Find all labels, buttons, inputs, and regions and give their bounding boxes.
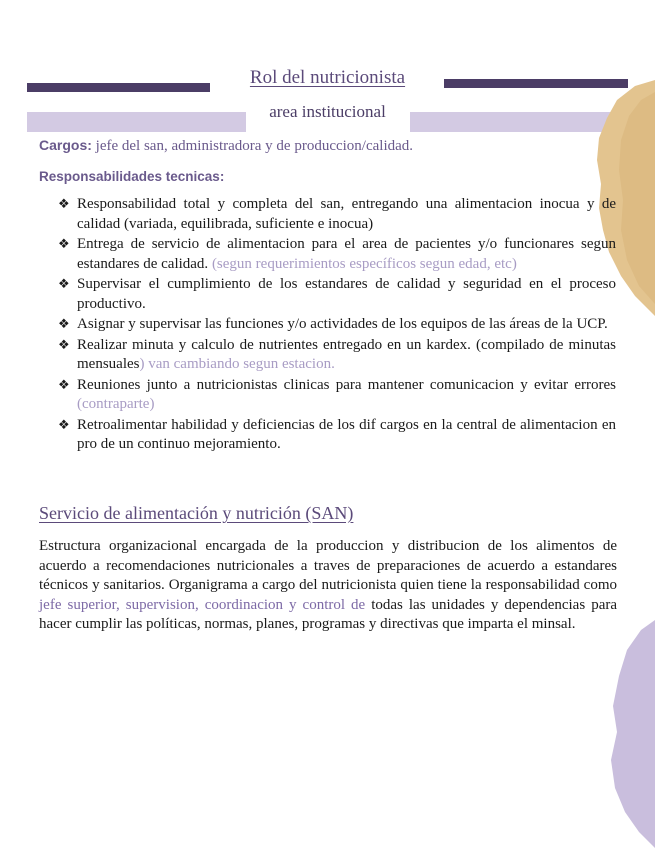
san-heading: Servicio de alimentación y nutrición (SAN)	[39, 503, 354, 523]
responsabilidades-list	[58, 195, 616, 456]
list-item-text: Supervisar el cumplimiento de los estandares de calidad y seguridad en el proceso productivo.	[77, 276, 616, 312]
cargos-label: Cargos:	[39, 137, 92, 153]
list-item	[58, 275, 616, 314]
list-item-text: Asignar y supervisar las funciones y/o actividades de los equipos de las áreas de la UCP.	[77, 316, 608, 332]
page-title: Rol del nutricionista	[249, 67, 406, 88]
san-paragraph	[39, 537, 617, 635]
list-item	[58, 195, 616, 234]
san-paragraph-text-2: todas las unidades y dependencias para hacer cumplir las políticas, normas, planes, programas y directivas que imparta el minsal.	[39, 596, 617, 633]
diamond-bullet-icon: ❖	[58, 337, 70, 353]
san-paragraph-text-1: Estructura organizacional encargada de la produccion y distribucion de los alimentos de acuerdo a recomendaciones nutricionales a traves de preparaciones de acuerdo a estandares técnicos y sanitarios. Organigrama a cargo del nutricionista quien tiene la responsabilidad como	[39, 538, 617, 594]
cargos-line	[39, 137, 413, 155]
cargos-value: jefe del san, administradora y de produccion/calidad.	[91, 138, 414, 154]
list-item	[58, 416, 616, 455]
list-item	[58, 235, 616, 274]
list-item	[58, 336, 616, 375]
diamond-bullet-icon: ❖	[58, 237, 70, 252]
list-item-text: Responsabilidad total y completa del san, entregando una alimentacion inocua y de calidad (variada, equilibrada, suficiente e inocua)	[77, 196, 616, 232]
list-item-text: Entrega de servicio de alimentacion para el area de pacientes y/o funcionares segun estandares de calidad.	[77, 236, 616, 272]
diamond-bullet-icon: ❖	[58, 197, 70, 212]
list-item	[58, 315, 616, 335]
list-item-text: Realizar minuta y calculo de nutrientes entregado en un kardex. (compilado de minutas mensuales	[77, 336, 616, 372]
page-subtitle: area institucional	[269, 102, 386, 121]
diamond-bullet-icon: ❖	[58, 417, 70, 433]
purple-blob-decoration	[585, 620, 655, 848]
list-item-note: (contraparte)	[77, 396, 155, 412]
diamond-bullet-icon: ❖	[58, 277, 70, 292]
list-item-note: ) van cambiando segun estacion.	[139, 356, 335, 372]
list-item-text: Retroalimentar habilidad y deficiencias de los dif cargos en la central de alimentacion en pro de un continuo mejoramiento.	[77, 416, 616, 452]
responsabilidades-heading: Responsabilidades tecnicas:	[39, 169, 225, 184]
san-paragraph-accent: jefe superior, supervision, coordinacion y control de	[39, 596, 366, 613]
list-item-note: (segun requerimientos específicos segun edad, etc)	[211, 255, 517, 272]
diamond-bullet-icon: ❖	[58, 317, 70, 332]
list-item	[58, 376, 616, 415]
diamond-bullet-icon: ❖	[58, 377, 70, 393]
list-item-text: Reuniones junto a nutricionistas clinicas para mantener comunicacion y evitar errores	[77, 376, 616, 393]
